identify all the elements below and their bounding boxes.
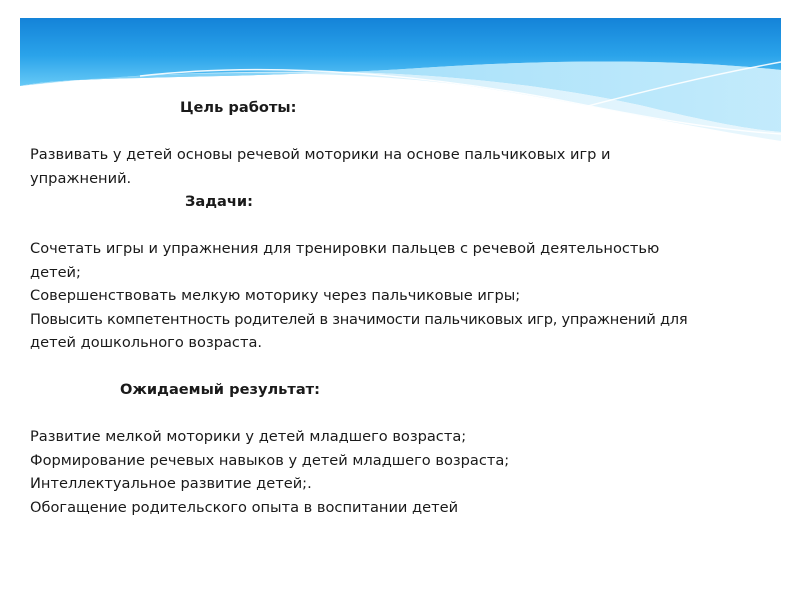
result-line: Обогащение родительского опыта в воспитании детей bbox=[30, 498, 459, 516]
result-heading: Ожидаемый результат: bbox=[120, 381, 320, 398]
spacer bbox=[30, 120, 790, 144]
task-line: детей; bbox=[30, 263, 81, 281]
task-line: Совершенствовать мелкую моторику через пальчиковые игры; bbox=[30, 287, 521, 304]
goal-heading: Цель работы: bbox=[180, 99, 297, 116]
goal-line: Развивать у детей основы речевой моторики на основе пальчиковых игр и bbox=[30, 146, 611, 163]
task-line: Сочетать игры и упражнения для тренировки пальцев с речевой деятельностью bbox=[30, 240, 660, 257]
tasks-heading: Задачи: bbox=[185, 193, 253, 210]
spacer bbox=[30, 402, 790, 426]
goal-line: упражнений. bbox=[30, 169, 132, 187]
result-line: Интеллектуальное развитие детей;. bbox=[30, 475, 312, 492]
task-line: Повысить компетентность родителей в значимости пальчиковых игр, упражнений для bbox=[30, 310, 688, 328]
slide-content bbox=[30, 96, 790, 519]
task-line: детей дошкольного возраста. bbox=[30, 334, 263, 351]
result-line: Формирование речевых навыков у детей младшего возраста; bbox=[30, 451, 510, 469]
spacer bbox=[30, 355, 790, 379]
spacer bbox=[30, 214, 790, 238]
result-line: Развитие мелкой моторики у детей младшего возраста; bbox=[30, 428, 467, 445]
